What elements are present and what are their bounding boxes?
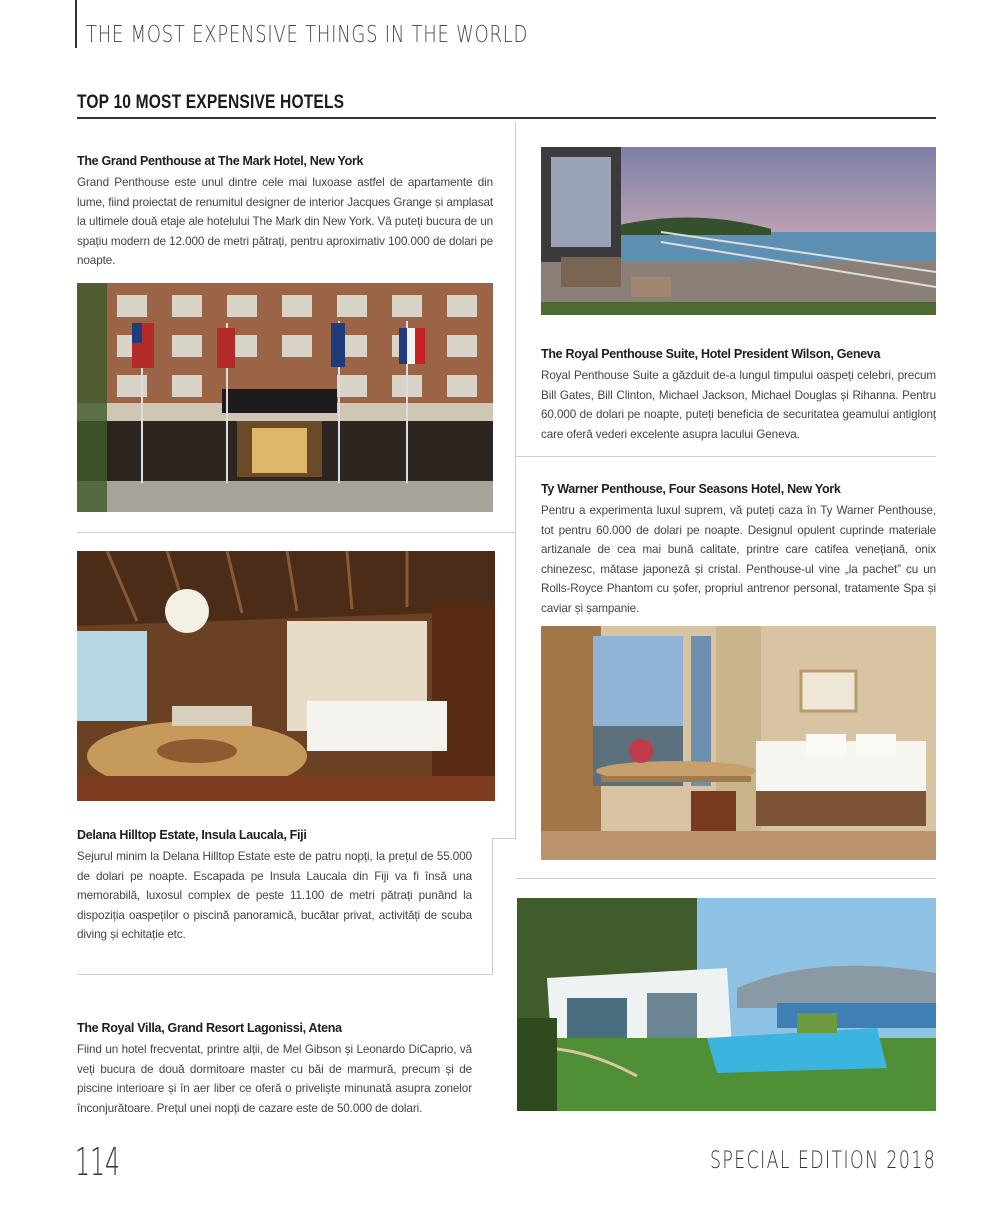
hotel-title: Delana Hilltop Estate, Insula Laucala, Fiji	[77, 828, 307, 842]
hotel-description: Fiind un hotel frecventat, printre alții, de Mel Gibson și Leonardo DiCaprio, vă veți bucura de două dormitoare master cu băi de marmură, precum și de piscine interioare și în aer liber ce oferă o priveliște minunată asupra zonelor înconjurătoare. Prețul unei nopți de cazare este de 50.000 de dolari.	[77, 1043, 472, 1115]
magazine-section-header: THE MOST EXPENSIVE THINGS IN THE WORLD	[86, 22, 529, 48]
page-number: 114	[75, 1140, 120, 1184]
hotel-article-president-wilson	[541, 347, 936, 444]
grand-resort-lagonissi-photo	[517, 898, 936, 1111]
column-divider	[492, 838, 493, 974]
hotel-article-delana-hilltop	[77, 828, 472, 945]
edition-label: SPECIAL EDITION 2018	[709, 1146, 936, 1174]
hotel-title: The Grand Penthouse at The Mark Hotel, New York	[77, 154, 364, 168]
hotel-president-wilson-photo	[541, 147, 936, 315]
hotel-description: Grand Penthouse este unul dintre cele mai luxoase astfel de apartamente din lume, fiind proiectat de renumitul designer de interior Jacques Grange și amplasat la ultimele două etaje ale hotelului The Mark din New York. Vă puteți bucura de un spațiu modern de 12.000 de metri pătrați, pentru aproximativ 100.000 de dolari pe noapte.	[77, 176, 493, 267]
row-divider	[77, 974, 493, 975]
row-divider	[77, 532, 515, 533]
delana-hilltop-estate-photo	[77, 551, 495, 801]
header-vertical-rule	[75, 0, 77, 48]
row-divider	[493, 838, 516, 839]
row-divider	[516, 878, 936, 879]
hotel-description: Royal Penthouse Suite a găzduit de-a lungul timpului oaspeți celebri, precum Bill Gates, Bill Clinton, Michael Jackson, Michael Douglas și Rihanna. Pentru 60.000 de dolari pe noapte, puteți beneficia de securitatea geamului antiglonț care oferă vederi excelente asupra lacului Geneva.	[541, 369, 936, 441]
page-title: TOP 10 MOST EXPENSIVE HOTELS	[77, 92, 345, 113]
hotel-article-ty-warner	[541, 482, 936, 618]
title-underline	[77, 117, 936, 119]
hotel-article-royal-villa	[77, 1021, 472, 1118]
hotel-title: Ty Warner Penthouse, Four Seasons Hotel, New York	[541, 482, 841, 496]
hotel-article-the-mark	[77, 154, 493, 271]
hotel-title: The Royal Penthouse Suite, Hotel President Wilson, Geneva	[541, 347, 881, 361]
hotel-description: Pentru a experimenta luxul suprem, vă puteți caza în Ty Warner Penthouse, tot pentru 60.000 de dolari pe noapte. Designul opulent cuprinde materiale artizanale de cea mai bună calitate, printre care catifea venețiană, onix chinezesc, mătase japoneză și cristal. Penthouse-ul vine „la pachet” cu un Rolls-Royce Phantom cu șofer, propriul antrenor personal, tratamente Spa și caviar și șampanie.	[541, 504, 936, 615]
hotel-description: Sejurul minim la Delana Hilltop Estate este de patru nopți, la prețul de 55.000 de dolari pe noapte. Escapada pe Insula Laucala din Fiji va fi însă una memorabilă, luxosul complex de peste 11.100 de metri pătrați punând la dispoziția oaspeților o piscină panoramică, bucătar privat, activități de scuba diving și echitație etc.	[77, 850, 472, 941]
hotel-title: The Royal Villa, Grand Resort Lagonissi, Atena	[77, 1021, 342, 1035]
four-seasons-penthouse-photo	[541, 626, 936, 860]
the-mark-hotel-photo	[77, 283, 493, 512]
column-divider	[515, 122, 516, 840]
row-divider	[516, 456, 936, 457]
